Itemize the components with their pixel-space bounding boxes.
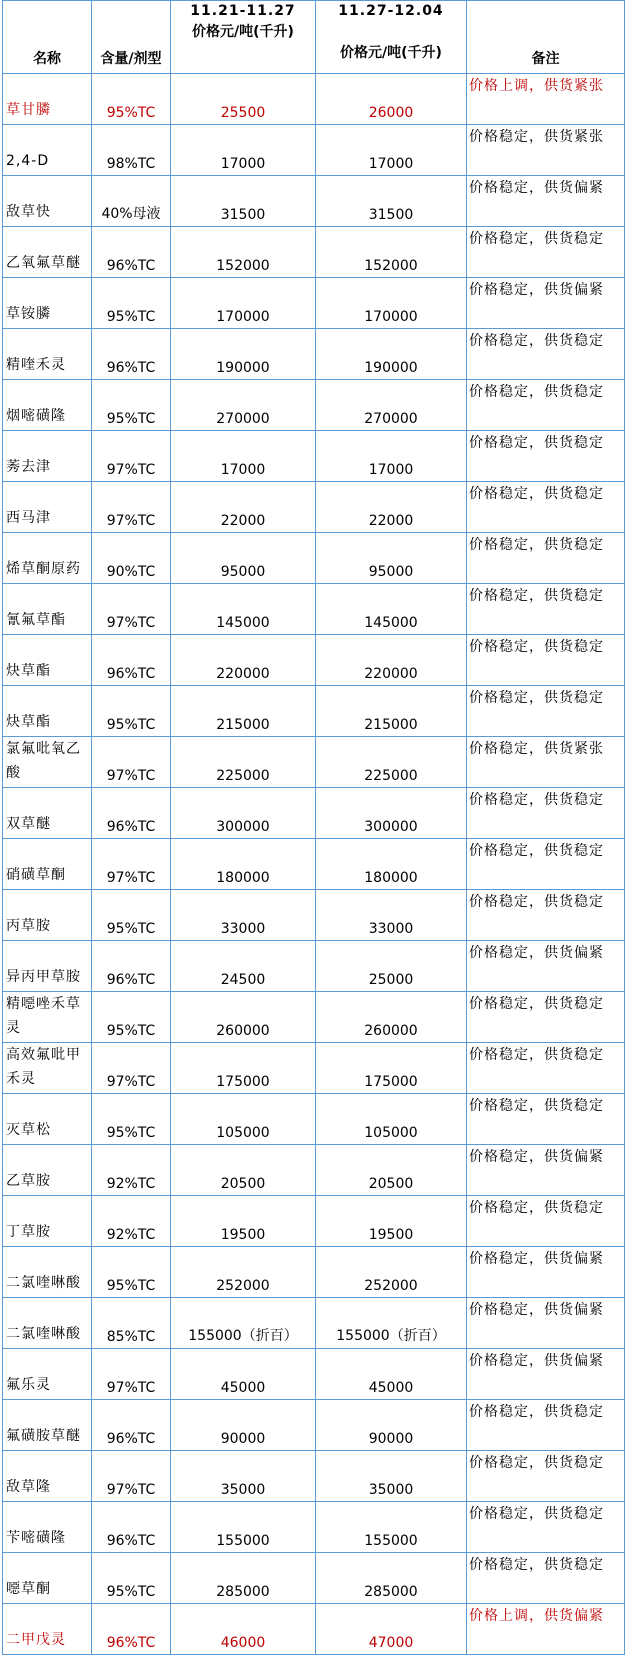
- table-row: [3, 1094, 625, 1145]
- price-period1-cell: 155000: [171, 1502, 316, 1553]
- table-row: [3, 125, 625, 176]
- price-period1-cell: 20500: [171, 1145, 316, 1196]
- spec-cell: 96%TC: [92, 1400, 171, 1451]
- header-spec-label: 含量/剂型: [100, 51, 162, 67]
- spec-cell: 95%TC: [92, 1094, 171, 1145]
- price-period1-cell: 155000（折百）: [171, 1298, 316, 1349]
- header-period1-price: 价格元/吨(千升): [192, 24, 294, 40]
- product-name-cell: 敌草快: [3, 176, 92, 227]
- spec-cell: 95%TC: [92, 74, 171, 125]
- note-cell: 价格稳定，供货稳定: [467, 533, 625, 584]
- price-table-container: [2, 0, 625, 1655]
- spec-cell: 98%TC: [92, 125, 171, 176]
- spec-cell: 96%TC: [92, 1604, 171, 1655]
- price-period1-cell: 300000: [171, 788, 316, 839]
- header-period1: [171, 1, 316, 74]
- product-name-cell: 氟磺胺草醚: [3, 1400, 92, 1451]
- table-row: [3, 635, 625, 686]
- product-name-cell: 二氯喹啉酸: [3, 1247, 92, 1298]
- product-name-cell: 二氯喹啉酸: [3, 1298, 92, 1349]
- header-note: [467, 1, 625, 74]
- table-row: [3, 992, 625, 1043]
- price-period1-cell: 17000: [171, 125, 316, 176]
- table-row: [3, 839, 625, 890]
- spec-cell: 97%TC: [92, 1043, 171, 1094]
- price-period1-cell: 285000: [171, 1553, 316, 1604]
- price-period1-cell: 105000: [171, 1094, 316, 1145]
- note-cell: 价格稳定，供货稳定: [467, 788, 625, 839]
- product-name-cell: 西马津: [3, 482, 92, 533]
- price-period1-cell: 190000: [171, 329, 316, 380]
- spec-cell: 96%TC: [92, 941, 171, 992]
- price-period1-cell: 252000: [171, 1247, 316, 1298]
- price-period2-cell: 22000: [316, 482, 467, 533]
- table-row: [3, 533, 625, 584]
- product-name-cell: 丙草胺: [3, 890, 92, 941]
- table-row: [3, 941, 625, 992]
- price-period1-cell: 45000: [171, 1349, 316, 1400]
- spec-cell: 97%TC: [92, 482, 171, 533]
- note-cell: 价格上调，供货紧张: [467, 74, 625, 125]
- table-row: [3, 74, 625, 125]
- price-period1-cell: 225000: [171, 737, 316, 788]
- price-period2-cell: 270000: [316, 380, 467, 431]
- header-period2-date: 11.27-12.04: [338, 3, 444, 19]
- price-period2-cell: 33000: [316, 890, 467, 941]
- price-period1-cell: 260000: [171, 992, 316, 1043]
- price-period2-cell: 47000: [316, 1604, 467, 1655]
- spec-cell: 92%TC: [92, 1145, 171, 1196]
- spec-cell: 95%TC: [92, 380, 171, 431]
- note-cell: 价格稳定，供货稳定: [467, 686, 625, 737]
- spec-cell: 97%TC: [92, 1349, 171, 1400]
- note-cell: 价格稳定，供货偏紧: [467, 278, 625, 329]
- spec-cell: 95%TC: [92, 1553, 171, 1604]
- header-name-label: 名称: [33, 51, 61, 67]
- product-name-cell: 草铵膦: [3, 278, 92, 329]
- price-period1-cell: 145000: [171, 584, 316, 635]
- price-period1-cell: 90000: [171, 1400, 316, 1451]
- price-period2-cell: 17000: [316, 431, 467, 482]
- product-name-cell: 烟嘧磺隆: [3, 380, 92, 431]
- product-name-cell: 炔草酯: [3, 635, 92, 686]
- price-period2-cell: 95000: [316, 533, 467, 584]
- note-cell: 价格稳定，供货稳定: [467, 992, 625, 1043]
- product-name-cell: 噁草酮: [3, 1553, 92, 1604]
- price-period1-cell: 22000: [171, 482, 316, 533]
- note-cell: 价格稳定，供货稳定: [467, 839, 625, 890]
- spec-cell: 96%TC: [92, 1502, 171, 1553]
- note-cell: 价格上调，供货偏紧: [467, 1604, 625, 1655]
- header-period2: [316, 1, 467, 74]
- note-cell: 价格稳定，供货紧张: [467, 737, 625, 788]
- spec-cell: 96%TC: [92, 788, 171, 839]
- table-row: [3, 1196, 625, 1247]
- price-period2-cell: 90000: [316, 1400, 467, 1451]
- product-name-cell: 高效氟吡甲禾灵: [3, 1043, 92, 1094]
- price-period2-cell: 252000: [316, 1247, 467, 1298]
- note-cell: 价格稳定，供货稳定: [467, 1502, 625, 1553]
- product-name-cell: 炔草酯: [3, 686, 92, 737]
- price-period2-cell: 215000: [316, 686, 467, 737]
- price-period2-cell: 155000: [316, 1502, 467, 1553]
- price-period2-cell: 260000: [316, 992, 467, 1043]
- note-cell: 价格稳定，供货稳定: [467, 635, 625, 686]
- spec-cell: 92%TC: [92, 1196, 171, 1247]
- note-cell: 价格稳定，供货稳定: [467, 1400, 625, 1451]
- table-row: [3, 1349, 625, 1400]
- spec-cell: 96%TC: [92, 227, 171, 278]
- price-period2-cell: 175000: [316, 1043, 467, 1094]
- note-cell: 价格稳定，供货稳定: [467, 1451, 625, 1502]
- table-row: [3, 584, 625, 635]
- price-period2-cell: 190000: [316, 329, 467, 380]
- price-period2-cell: 170000: [316, 278, 467, 329]
- note-cell: 价格稳定，供货偏紧: [467, 176, 625, 227]
- table-row: [3, 1553, 625, 1604]
- product-name-cell: 丁草胺: [3, 1196, 92, 1247]
- note-cell: 价格稳定，供货稳定: [467, 482, 625, 533]
- note-cell: 价格稳定，供货稳定: [467, 1196, 625, 1247]
- header-row: [3, 1, 625, 74]
- product-name-cell: 苄嘧磺隆: [3, 1502, 92, 1553]
- product-name-cell: 敌草隆: [3, 1451, 92, 1502]
- price-period2-cell: 17000: [316, 125, 467, 176]
- note-cell: 价格稳定，供货紧张: [467, 125, 625, 176]
- spec-cell: 96%TC: [92, 635, 171, 686]
- table-row: [3, 227, 625, 278]
- product-name-cell: 草甘膦: [3, 74, 92, 125]
- spec-cell: 97%TC: [92, 737, 171, 788]
- note-cell: 价格稳定，供货偏紧: [467, 1349, 625, 1400]
- table-row: [3, 737, 625, 788]
- spec-cell: 95%TC: [92, 278, 171, 329]
- table-row: [3, 329, 625, 380]
- note-cell: 价格稳定，供货偏紧: [467, 1298, 625, 1349]
- price-period1-cell: 35000: [171, 1451, 316, 1502]
- product-name-cell: 乙氧氟草醚: [3, 227, 92, 278]
- price-period2-cell: 220000: [316, 635, 467, 686]
- price-period1-cell: 24500: [171, 941, 316, 992]
- price-period2-cell: 19500: [316, 1196, 467, 1247]
- product-name-cell: 硝磺草酮: [3, 839, 92, 890]
- table-row: [3, 431, 625, 482]
- note-cell: 价格稳定，供货偏紧: [467, 1247, 625, 1298]
- spec-cell: 95%TC: [92, 686, 171, 737]
- product-name-cell: 双草醚: [3, 788, 92, 839]
- table-row: [3, 686, 625, 737]
- price-period1-cell: 215000: [171, 686, 316, 737]
- note-cell: 价格稳定，供货稳定: [467, 329, 625, 380]
- price-period1-cell: 220000: [171, 635, 316, 686]
- price-period2-cell: 225000: [316, 737, 467, 788]
- header-note-label: 备注: [531, 51, 560, 67]
- herbicide-price-table: [2, 0, 625, 1655]
- header-period2-price: 价格元/吨(千升): [340, 45, 442, 61]
- price-period2-cell: 25000: [316, 941, 467, 992]
- price-period1-cell: 25500: [171, 74, 316, 125]
- product-name-cell: 二甲戊灵: [3, 1604, 92, 1655]
- spec-cell: 90%TC: [92, 533, 171, 584]
- price-period1-cell: 95000: [171, 533, 316, 584]
- price-period1-cell: 180000: [171, 839, 316, 890]
- price-period2-cell: 285000: [316, 1553, 467, 1604]
- spec-cell: 97%TC: [92, 584, 171, 635]
- price-period2-cell: 35000: [316, 1451, 467, 1502]
- table-header: [3, 1, 625, 74]
- spec-cell: 96%TC: [92, 329, 171, 380]
- table-row: [3, 1604, 625, 1655]
- product-name-cell: 氟乐灵: [3, 1349, 92, 1400]
- table-row: [3, 278, 625, 329]
- price-period2-cell: 31500: [316, 176, 467, 227]
- product-name-cell: 2,4-D: [3, 125, 92, 176]
- header-name: [3, 1, 92, 74]
- price-period1-cell: 17000: [171, 431, 316, 482]
- table-row: [3, 890, 625, 941]
- note-cell: 价格稳定，供货稳定: [467, 584, 625, 635]
- product-name-cell: 异丙甲草胺: [3, 941, 92, 992]
- table-body: [3, 74, 625, 1655]
- table-row: [3, 482, 625, 533]
- price-period2-cell: 300000: [316, 788, 467, 839]
- note-cell: 价格稳定，供货稳定: [467, 227, 625, 278]
- table-row: [3, 1451, 625, 1502]
- price-period1-cell: 270000: [171, 380, 316, 431]
- price-period1-cell: 31500: [171, 176, 316, 227]
- price-period2-cell: 155000（折百）: [316, 1298, 467, 1349]
- table-row: [3, 1400, 625, 1451]
- product-name-cell: 莠去津: [3, 431, 92, 482]
- note-cell: 价格稳定，供货偏紧: [467, 1145, 625, 1196]
- table-row: [3, 788, 625, 839]
- product-name-cell: 灭草松: [3, 1094, 92, 1145]
- price-period1-cell: 46000: [171, 1604, 316, 1655]
- spec-cell: 95%TC: [92, 992, 171, 1043]
- price-period1-cell: 19500: [171, 1196, 316, 1247]
- price-period2-cell: 20500: [316, 1145, 467, 1196]
- product-name-cell: 氰氟草酯: [3, 584, 92, 635]
- price-period1-cell: 33000: [171, 890, 316, 941]
- price-period1-cell: 152000: [171, 227, 316, 278]
- spec-cell: 40%母液: [92, 176, 171, 227]
- table-row: [3, 1145, 625, 1196]
- table-row: [3, 380, 625, 431]
- spec-cell: 95%TC: [92, 1247, 171, 1298]
- price-period2-cell: 45000: [316, 1349, 467, 1400]
- product-name-cell: 精喹禾灵: [3, 329, 92, 380]
- product-name-cell: 精噁唑禾草灵: [3, 992, 92, 1043]
- price-period1-cell: 170000: [171, 278, 316, 329]
- spec-cell: 97%TC: [92, 839, 171, 890]
- note-cell: 价格稳定，供货稳定: [467, 431, 625, 482]
- spec-cell: 97%TC: [92, 1451, 171, 1502]
- spec-cell: 95%TC: [92, 890, 171, 941]
- header-spec: [92, 1, 171, 74]
- product-name-cell: 乙草胺: [3, 1145, 92, 1196]
- note-cell: 价格稳定，供货稳定: [467, 1553, 625, 1604]
- note-cell: 价格稳定，供货稳定: [467, 1094, 625, 1145]
- table-row: [3, 1043, 625, 1094]
- product-name-cell: 氯氟吡氧乙酸: [3, 737, 92, 788]
- table-row: [3, 176, 625, 227]
- price-period2-cell: 152000: [316, 227, 467, 278]
- note-cell: 价格稳定，供货稳定: [467, 1043, 625, 1094]
- table-row: [3, 1298, 625, 1349]
- header-period1-date: 11.21-11.27: [190, 3, 296, 19]
- note-cell: 价格稳定，供货偏紧: [467, 941, 625, 992]
- price-period2-cell: 26000: [316, 74, 467, 125]
- price-period2-cell: 145000: [316, 584, 467, 635]
- table-row: [3, 1247, 625, 1298]
- product-name-cell: 烯草酮原药: [3, 533, 92, 584]
- table-row: [3, 1502, 625, 1553]
- price-period1-cell: 175000: [171, 1043, 316, 1094]
- spec-cell: 85%TC: [92, 1298, 171, 1349]
- spec-cell: 97%TC: [92, 431, 171, 482]
- price-period2-cell: 180000: [316, 839, 467, 890]
- note-cell: 价格稳定，供货稳定: [467, 380, 625, 431]
- price-period2-cell: 105000: [316, 1094, 467, 1145]
- note-cell: 价格稳定，供货稳定: [467, 890, 625, 941]
